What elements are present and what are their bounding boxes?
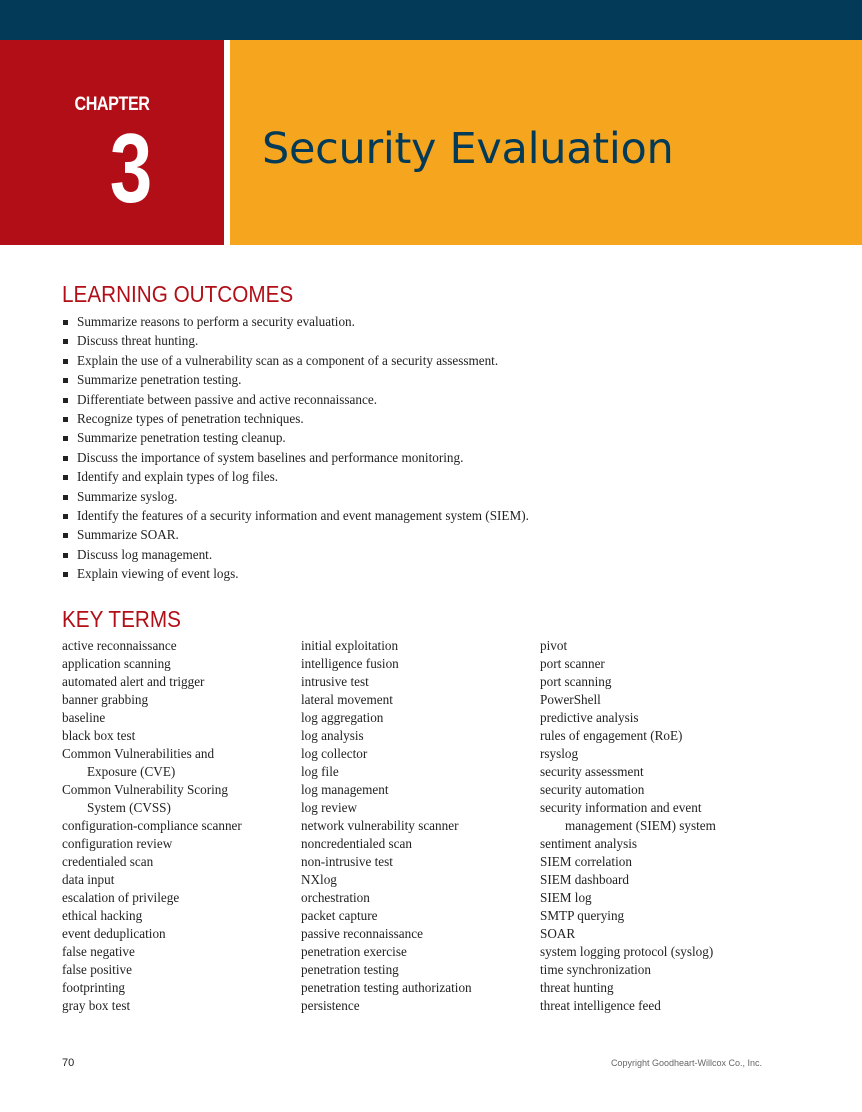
square-bullet-icon — [63, 378, 68, 383]
key-term: intelligence fusion — [301, 656, 399, 671]
key-term-continuation: Exposure (CVE) — [87, 764, 176, 779]
copyright-notice: Copyright Goodheart-Willcox Co., Inc. — [610, 1058, 762, 1068]
key-term: automated alert and trigger — [62, 674, 205, 689]
list-item: Discuss the importance of system baselines and performance monitoring. — [62, 448, 529, 467]
top-color-bar — [0, 0, 862, 40]
key-term: time synchronization — [540, 962, 651, 977]
key-terms-column-3 — [540, 637, 716, 1015]
square-bullet-icon — [63, 553, 68, 558]
key-term: security assessment — [540, 764, 644, 779]
square-bullet-icon — [63, 320, 68, 325]
key-term-continuation: System (CVSS) — [87, 800, 171, 815]
key-term: black box test — [62, 728, 136, 743]
square-bullet-icon — [63, 495, 68, 500]
key-term: PowerShell — [540, 692, 601, 707]
square-bullet-icon — [63, 339, 68, 344]
key-term: log file — [301, 764, 339, 779]
key-term: penetration exercise — [301, 944, 407, 959]
square-bullet-icon — [63, 436, 68, 441]
square-bullet-icon — [63, 533, 68, 538]
key-term: log review — [301, 800, 358, 815]
key-term: non-intrusive test — [301, 854, 393, 869]
key-term: noncredentialed scan — [301, 836, 412, 851]
list-item: Summarize penetration testing cleanup. — [62, 428, 529, 447]
list-item: Summarize syslog. — [62, 487, 529, 506]
key-term: event deduplication — [62, 926, 166, 941]
key-term: security automation — [540, 782, 645, 797]
chapter-title: Security Evaluation — [262, 124, 674, 174]
key-term: SIEM correlation — [540, 854, 632, 869]
key-term: threat intelligence feed — [540, 998, 661, 1013]
list-item: Explain viewing of event logs. — [62, 564, 529, 583]
square-bullet-icon — [63, 417, 68, 422]
key-term: rsyslog — [540, 746, 579, 761]
key-term: banner grabbing — [62, 692, 149, 707]
key-term: data input — [62, 872, 115, 887]
key-term: credentialed scan — [62, 854, 154, 869]
key-term: log aggregation — [301, 710, 384, 725]
list-item: Summarize reasons to perform a security evaluation. — [62, 312, 529, 331]
key-term: Common Vulnerabilities and — [62, 746, 215, 761]
key-terms-column-2 — [301, 637, 472, 1015]
key-term: predictive analysis — [540, 710, 639, 725]
key-term: Common Vulnerability Scoring — [62, 782, 228, 797]
key-term: configuration-compliance scanner — [62, 818, 242, 833]
key-term: escalation of privilege — [62, 890, 180, 905]
key-term: application scanning — [62, 656, 171, 671]
key-term: sentiment analysis — [540, 836, 638, 851]
key-term: log collector — [301, 746, 368, 761]
chapter-number: 3 — [109, 113, 153, 223]
key-term: intrusive test — [301, 674, 369, 689]
list-item: Explain the use of a vulnerability scan as a component of a security assessment. — [62, 351, 529, 370]
list-item: Discuss log management. — [62, 545, 529, 564]
key-terms-column-1 — [62, 637, 242, 1015]
key-term: ethical hacking — [62, 908, 143, 923]
list-item: Summarize SOAR. — [62, 525, 529, 544]
key-term: security information and event — [540, 800, 702, 815]
key-term: rules of engagement (RoE) — [540, 728, 683, 743]
key-term: orchestration — [301, 890, 370, 905]
key-term: SMTP querying — [540, 908, 625, 923]
key-terms-heading: KEY TERMS — [62, 606, 181, 632]
key-term: false negative — [62, 944, 135, 959]
key-term: log management — [301, 782, 389, 797]
list-item: Recognize types of penetration techniques. — [62, 409, 529, 428]
key-term: active reconnaissance — [62, 638, 177, 653]
key-term: false positive — [62, 962, 132, 977]
key-term: port scanner — [540, 656, 605, 671]
list-item: Differentiate between passive and active reconnaissance. — [62, 390, 529, 409]
key-term: SIEM log — [540, 890, 592, 905]
key-term: NXlog — [301, 872, 337, 887]
key-term-continuation: management (SIEM) system — [565, 818, 716, 833]
key-term: baseline — [62, 710, 106, 725]
key-term: threat hunting — [540, 980, 614, 995]
list-item: Summarize penetration testing. — [62, 370, 529, 389]
key-term: initial exploitation — [301, 638, 399, 653]
key-term: SOAR — [540, 926, 576, 941]
key-term: packet capture — [301, 908, 378, 923]
key-term: passive reconnaissance — [301, 926, 423, 941]
chapter-label: CHAPTER — [74, 94, 150, 115]
learning-outcomes-list — [62, 312, 529, 583]
learning-outcomes-heading: LEARNING OUTCOMES — [62, 281, 294, 307]
square-bullet-icon — [63, 456, 68, 461]
key-term: SIEM dashboard — [540, 872, 630, 887]
square-bullet-icon — [63, 475, 68, 480]
list-item: Identify the features of a security information and event management system (SIEM). — [62, 506, 529, 525]
key-term: footprinting — [62, 980, 126, 995]
key-term: gray box test — [62, 998, 131, 1013]
key-term: log analysis — [301, 728, 364, 743]
page-number: 70 — [62, 1057, 75, 1069]
key-term: configuration review — [62, 836, 173, 851]
square-bullet-icon — [63, 398, 68, 403]
key-term: system logging protocol (syslog) — [540, 944, 714, 959]
key-term: persistence — [301, 998, 360, 1013]
square-bullet-icon — [63, 572, 68, 577]
key-term: penetration testing authorization — [301, 980, 472, 995]
key-term: pivot — [540, 638, 568, 653]
key-term: penetration testing — [301, 962, 399, 977]
list-item: Discuss threat hunting. — [62, 331, 529, 350]
key-term: network vulnerability scanner — [301, 818, 459, 833]
square-bullet-icon — [63, 359, 68, 364]
key-term: lateral movement — [301, 692, 393, 707]
key-term: port scanning — [540, 674, 612, 689]
square-bullet-icon — [63, 514, 68, 519]
list-item: Identify and explain types of log files. — [62, 467, 529, 486]
